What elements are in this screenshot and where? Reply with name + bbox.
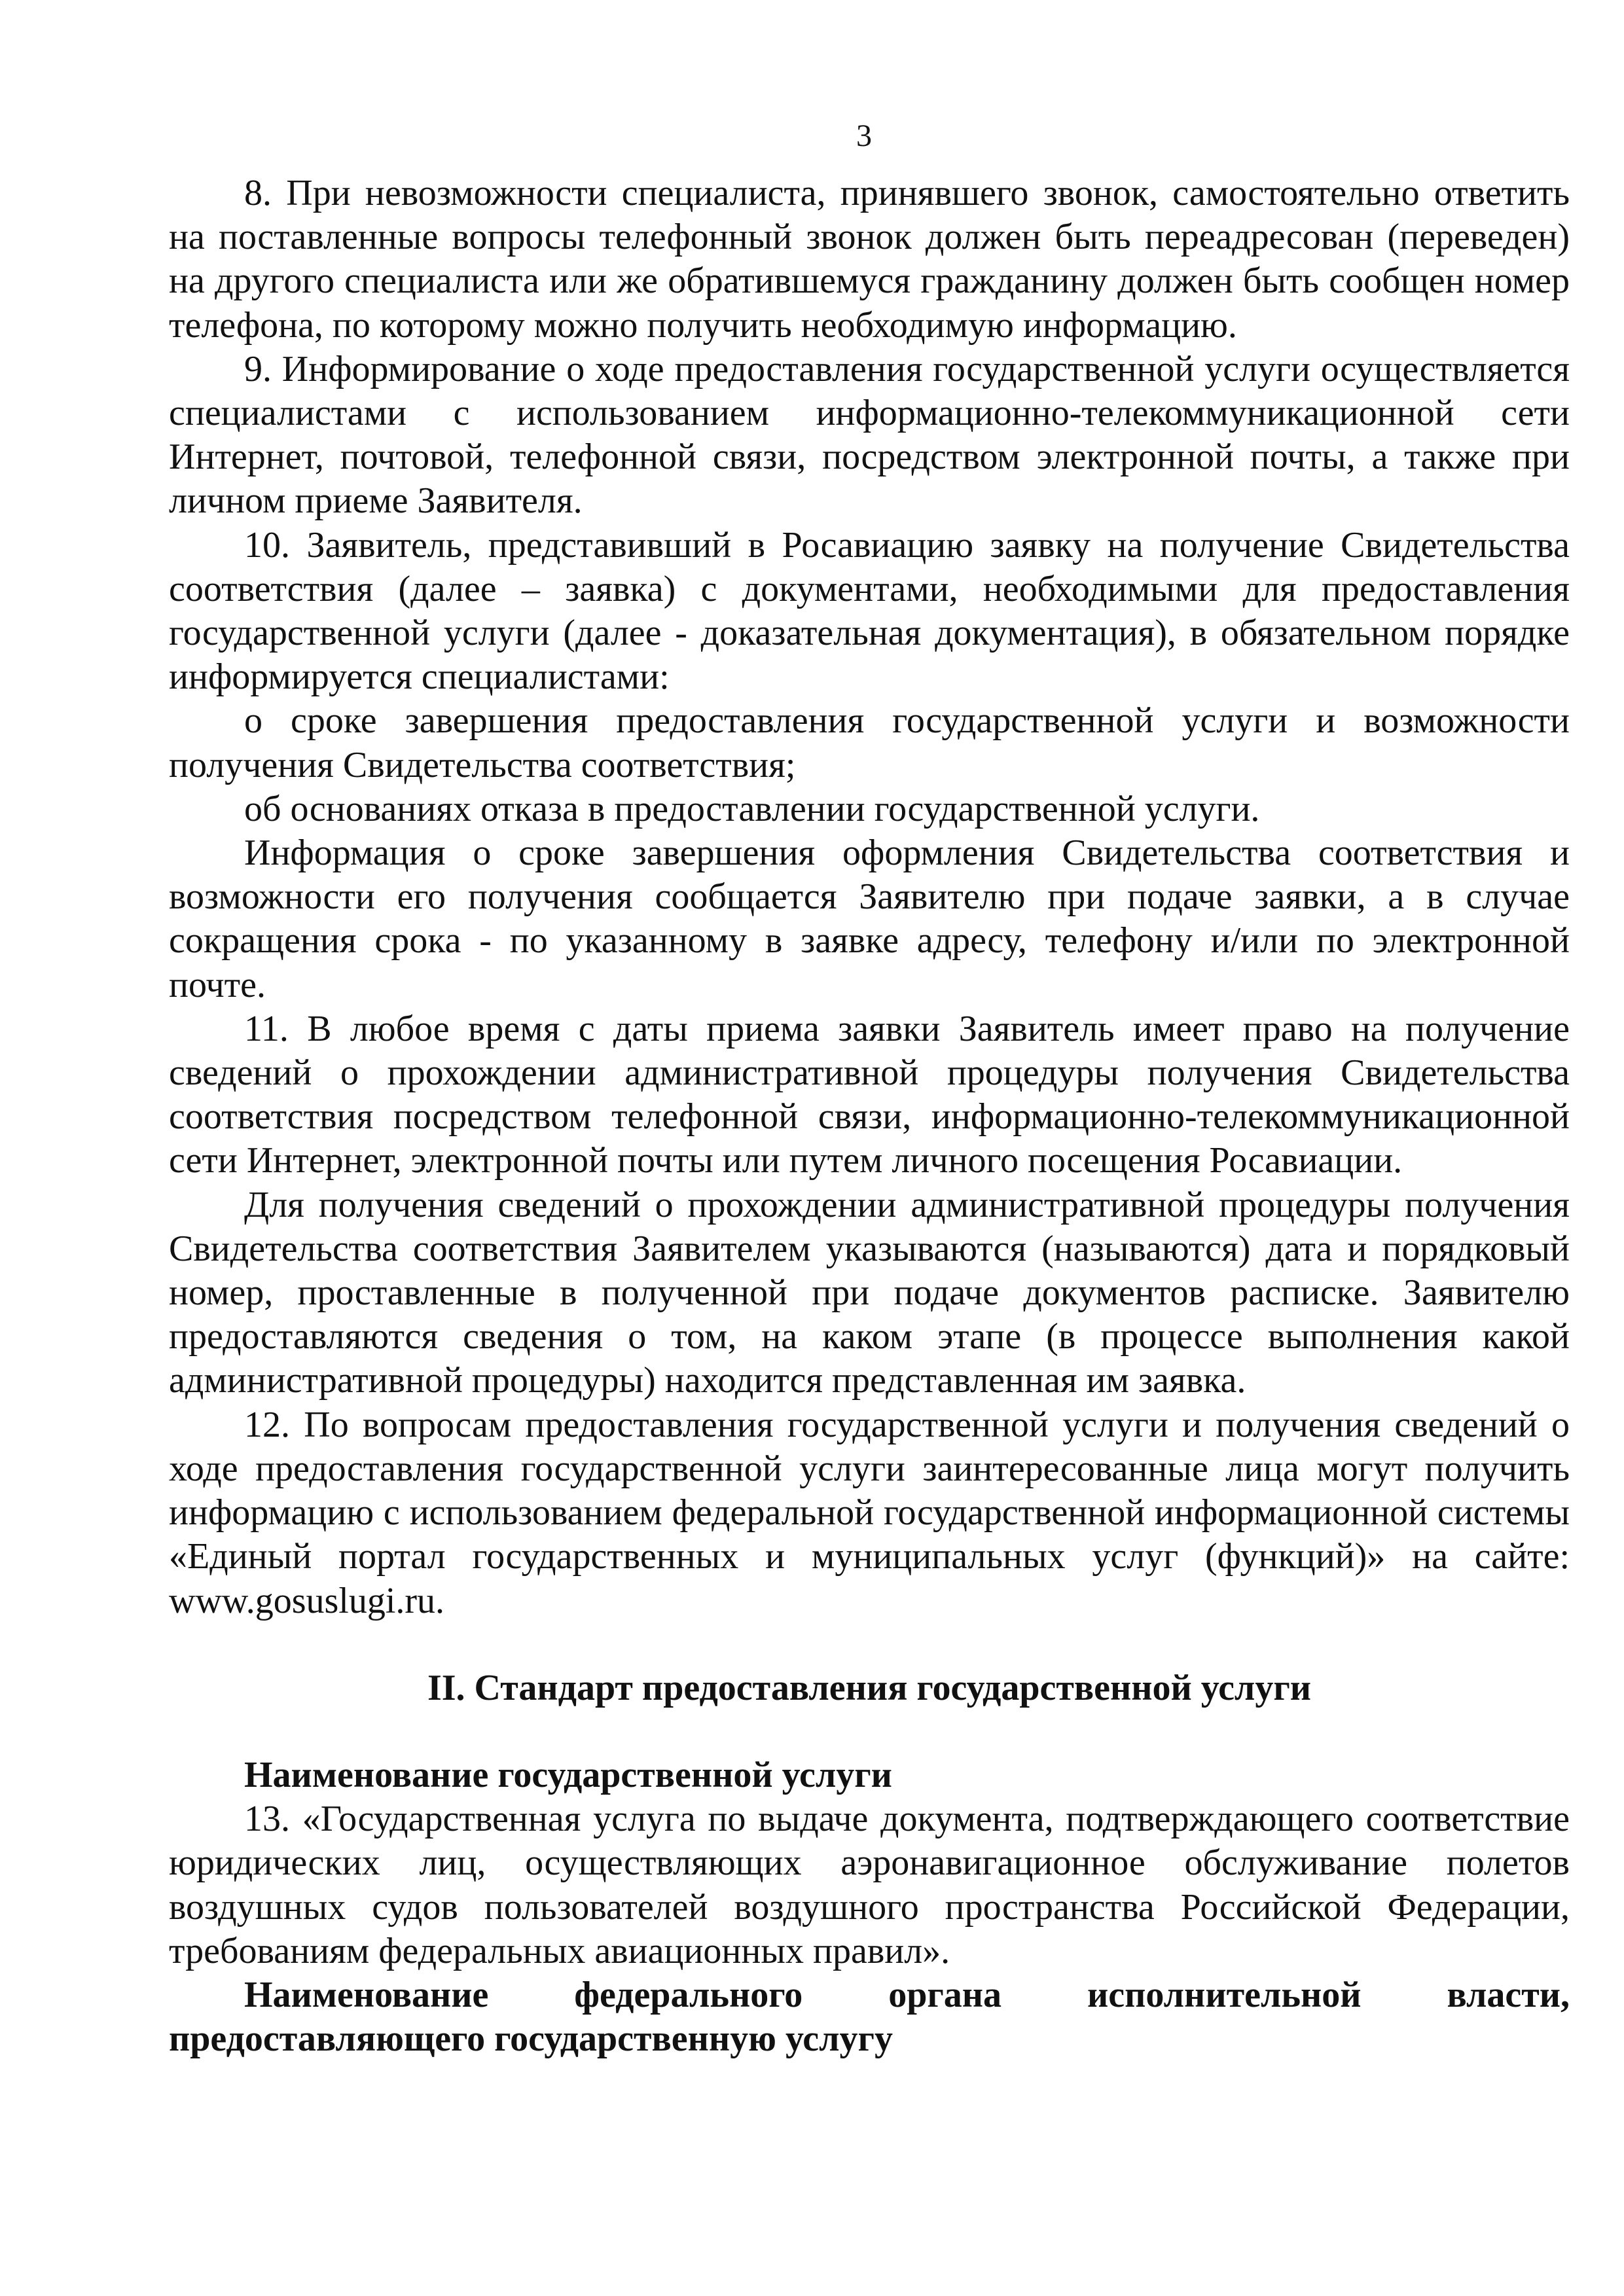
paragraph-12: 12. По вопросам предоставления государственной услуги и получения сведений о ходе предоставления государственной услуги заинтересованные лица могут получить информацию с использованием федеральной государственной информационной системы «Единый портал государственных и муниципальных услуг (функций)» на сайте: www.gosuslugi.ru. xyxy=(169,1404,1570,1621)
paragraph-10-information: Информация о сроке завершения оформления Свидетельства соответствия и возможности его получения сообщается Заявителю при подаче заявки, а в случае сокращения срока - по указанному в заявке адресу, телефону и/или по электронной почте. xyxy=(169,833,1570,1005)
subheading-service-name: Наименование государственной услуги xyxy=(244,1754,892,1795)
paragraph-9: 9. Информирование о ходе предоставления государственной услуги осуществляется специалистами с использованием информационно-телекоммуникационной сети Интернет, почтовой, телефонной связи, посредством электронной почты, а также при личном приеме Заявителя. xyxy=(169,348,1570,522)
page-number: 3 xyxy=(856,118,872,153)
paragraph-10-item-refusal: об основаниях отказа в предоставлении государственной услуги. xyxy=(244,788,1260,829)
subheading-authority-name: Наименование федерального органа исполнительной власти, предоставляющего государственную услугу xyxy=(169,1974,1570,2060)
paragraph-11: 11. В любое время с даты приема заявки Заявитель имеет право на получение сведений о прохождении административной процедуры получения Свидетельства соответствия посредством телефонной связи, информационно-телекоммуникационной сети Интернет, электронной почты или путем личного посещения Росавиации. xyxy=(169,1008,1570,1181)
paragraph-10: 10. Заявитель, представивший в Росавиацию заявку на получение Свидетельства соответствия (далее – заявка) с документами, необходимыми для предоставления государственной услуги (далее - доказательная документация), в обязательном порядке информируется специалистами: xyxy=(169,524,1570,698)
section-heading: II. Стандарт предоставления государственной услуги xyxy=(427,1667,1312,1708)
paragraph-8: 8. При невозможности специалиста, принявшего звонок, самостоятельно ответить на поставленные вопросы телефонный звонок должен быть переадресован (переведен) на другого специалиста или же обратившемуся гражданину должен быть сообщен номер телефона, по которому можно получить необходимую информацию. xyxy=(169,173,1570,346)
paragraph-11-details: Для получения сведений о прохождении административной процедуры получения Свидетельства соответствия Заявителем указываются (называются) дата и порядковый номер, проставленные в полученной при подаче документов расписке. Заявителю предоставляются сведения о том, на каком этапе (в процессе выполнения какой административной процедуры) находится представленная им заявка. xyxy=(169,1184,1570,1401)
document-body xyxy=(169,171,1570,2061)
paragraph-13: 13. «Государственная услуга по выдаче документа, подтверждающего соответствие юридических лиц, осуществляющих аэронавигационное обслуживание полетов воздушных судов пользователей воздушного пространства Российской Федерации, требованиям федеральных авиационных правил». xyxy=(169,1799,1570,1971)
paragraph-10-item-deadline: о сроке завершения предоставления государственной услуги и возможности получения Свидетельства соответствия; xyxy=(169,700,1570,785)
